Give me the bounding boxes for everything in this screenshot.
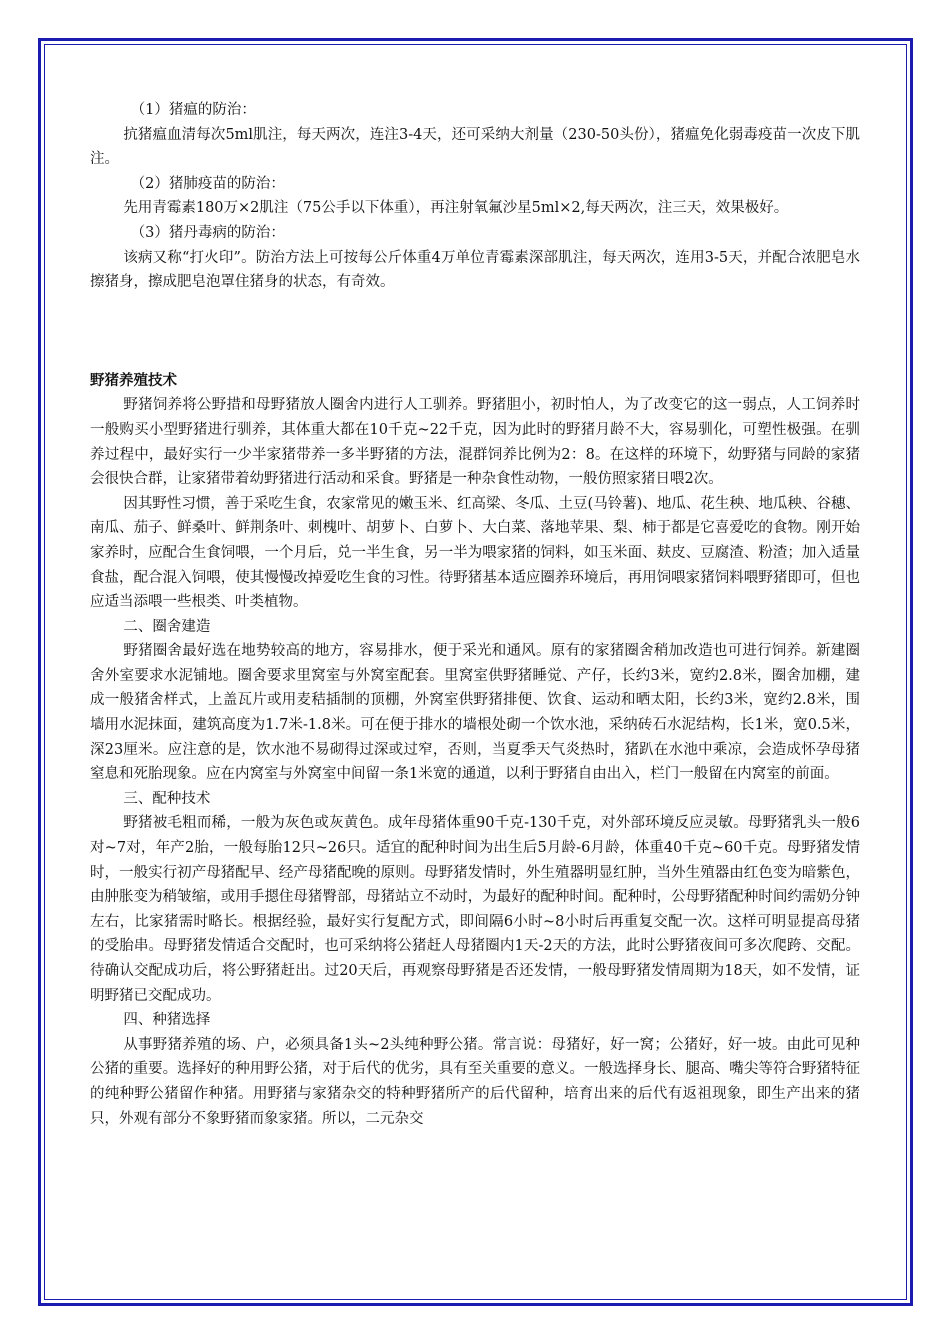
section-body-pen: 野猪圈舍最好选在地势较高的地方，容易排水，便于采光和通风。原有的家猪圈舍稍加改造也可进行饲养。新建圈舍外室要求水泥铺地。圈舍要求里窝室与外窝室配套。里窝室供野猪睡觉、产仔，长约3米，宽约2.8米，圈舍加棚，建成一般猪舍样式，上盖瓦片或用麦秸插制的顶棚，外窝室供野猪排便、饮食、运动和晒太阳，长约3米，宽约2.8米，围墙用水泥抹面，建筑高度为1.7米-1.8米。可在便于排水的墙根处砌一个饮水池，采纳砖石水泥结构，长1米，宽0.5米，深23厘米。应注意的是，饮水池不易砌得过深或过窄，否则，当夏季天气炎热时，猪趴在水池中乘凉，会造成怀孕母猪窒息和死胎现象。应在内窝室与外窝室中间留一条1米宽的通道，以利于野猪自由出入，栏门一般留在内窝室的前面。	[90, 643, 860, 783]
intro-paragraph-2: 因其野性习惯，善于采吃生食，农家常见的嫩玉米、红高梁、冬瓜、土豆(马铃薯)、地瓜、花生秧、地瓜秧、谷穗、南瓜、茄子、鲜桑叶、鲜荆条叶、刺槐叶、胡萝卜、白萝卜、大白菜、落地苹果、梨、柿于都是它喜爱吃的食物。刚开始家养时，应配合生食饲喂，一个月后，兑一半生食，另一半为喂家猪的饲料，如玉米面、麸皮、豆腐渣、粉渣；加入适量食盐，配合混入饲喂，使其慢慢改掉爱吃生食的习性。待野猪基本适应圈养环境后，再用饲喂家猪饲料喂野猪即可，但也应适当添喂一些根类、叶类植物。	[90, 495, 860, 611]
disease-heading-1: （1）猪瘟的防治：	[130, 102, 256, 118]
document-body	[90, 98, 860, 1131]
section-body-selection: 从事野猪养殖的场、户，必须具备1头~2头纯种野公猪。常言说：母猪好，好一窝；公猪好，好一坡。由此可见种公猪的重要。选择好的种用野公猪，对于后代的优劣，具有至关重要的意义。一般选择身长、腿高、嘴尖等符合野猪特征的纯种野公猪留作种猪。用野猪与家猪杂交的特种野猪所产的后代留种，培育出来的后代有返祖现象，即生产出来的猪只，外观有部分不象野猪而象家猪。所以，二元杂交	[90, 1036, 860, 1127]
section-spacer	[90, 295, 860, 369]
section-heading-pen: 二、圈舍建造	[123, 618, 211, 635]
disease-heading-2: （2）猪肺疫苗的防治：	[130, 175, 285, 192]
section-heading-breeding: 三、配种技术	[123, 790, 211, 807]
article-title: 野猪养殖技术	[90, 371, 177, 389]
disease-body-2: 先用青霉素180万×2肌注（75公手以下体重），再注射氧氟沙星5ml×2,每天两次，注三天，效果极好。	[123, 200, 789, 217]
section-body-breeding: 野猪被毛粗而稀，一般为灰色或灰黄色。成年母猪体重90千克-130千克，对外部环境反应灵敏。母野猪乳头一般6对~7对，年产2胎，一般每胎12只~26只。适宜的配种时间为出生后5月龄-6月龄，体重40千克~60千克。母野猪发情时，一般实行初产母猪配早、经产母猪配晚的原则。母野猪发情时，外生殖器明显红肿，当外生殖器由红色变为暗紫色，由肿胀变为稍皱缩，或用手摁住母猪臀部，母猪站立不动时，为最好的配种时间。配种时，公母野猪配种时间约需奶分钟左右，比家猪需时略长。根据经验，最好实行复配方式，即间隔6小时~8小时后再重复交配一次。这样可明显提高母猪的受胎串。母野猪发情适合交配时，也可采纳将公猪赶人母猪圈内1天-2天的方法，此时公野猪夜间可多次爬跨、交配。待确认交配成功后，将公野猪赶出。过20天后，再观察母野猪是否还发情，一般母野猪发情周期为18天，如不发情，证明野猪已交配成功。	[90, 815, 860, 1004]
disease-body-1: 抗猪瘟血清每次5ml肌注，每天两次，连注3-4天，还可采纳大剂量（230-50头份），猪瘟免化弱毒疫苗一次皮下肌注。	[90, 126, 860, 168]
intro-paragraph-1: 野猪饲养将公野措和母野猪放人圈舍内进行人工驯养。野猪胆小，初时怕人，为了改变它的这一弱点，人工饲养时一般购买小型野猪进行驯养，其体重大都在10千克~22千克，因为此时的野猪月龄不大，容易驯化，可塑性极强。在驯养过程中，最好实行一少半家猪带养一多半野猪的方法，混群饲养比例为2：8。在这样的环境下，幼野猪与同龄的家猪会很快合群，让家猪带着幼野猪进行活动和采食。野猪是一种杂食性动物，一般仿照家猪日喂2次。	[90, 397, 860, 488]
section-heading-selection: 四、种猪选择	[123, 1012, 211, 1029]
disease-heading-3: （3）猪丹毒病的防治：	[130, 224, 285, 241]
disease-body-3: 该病又称“打火印”。防治方法上可按每公斤体重4万单位青霉素深部肌注，每天两次，连用3-5天，并配合浓肥皂水擦猪身，擦成肥皂泡罩住猪身的状态，有奇效。	[90, 249, 860, 291]
